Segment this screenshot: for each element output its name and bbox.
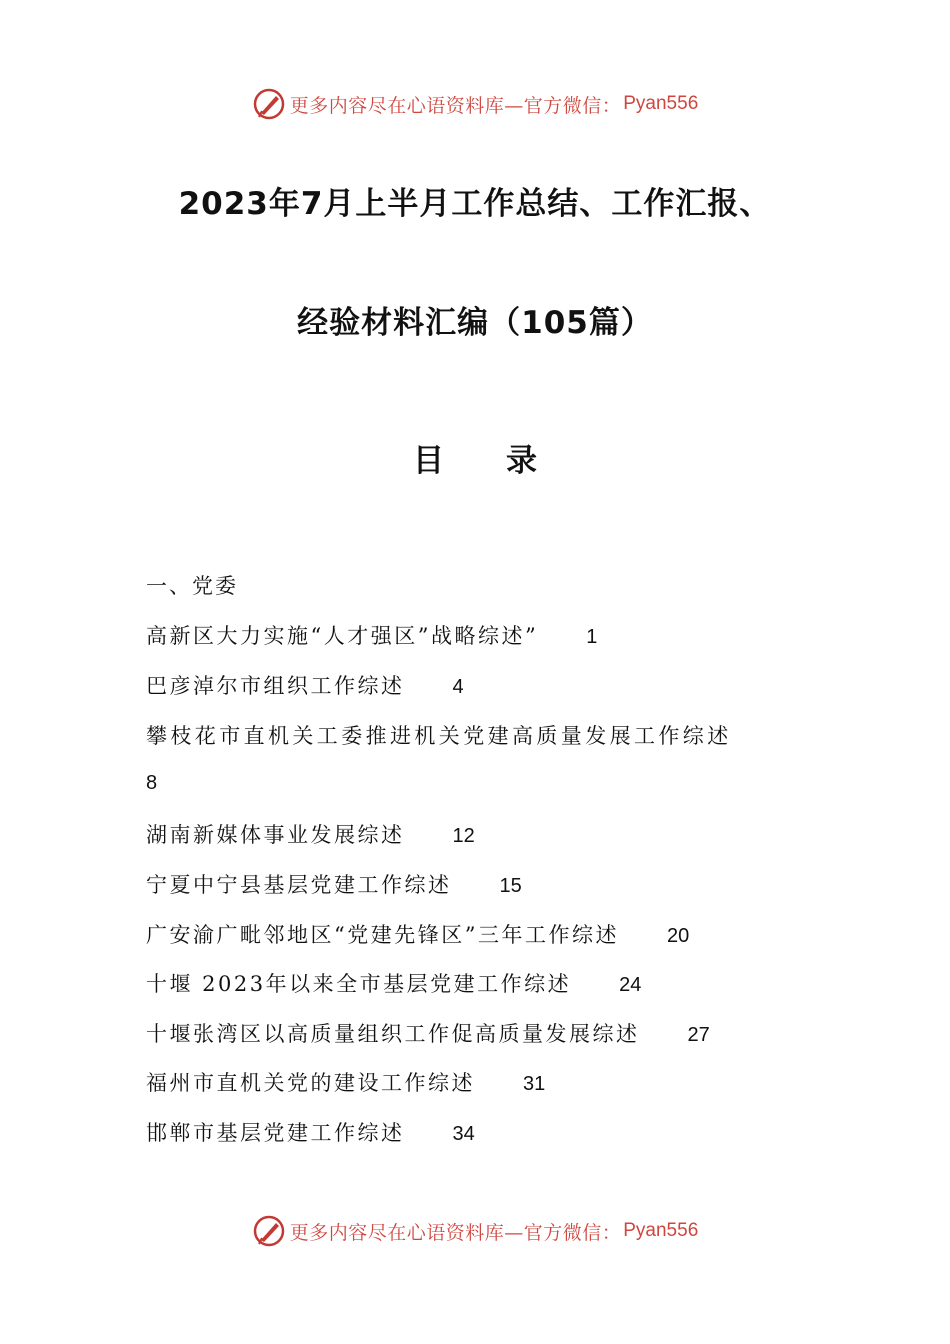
banner-wechat-handle: Pyan556 <box>623 1220 699 1241</box>
toc-entry[interactable] <box>146 819 475 849</box>
toc-entry-page-wrapped <box>146 770 157 795</box>
toc-entry-page: 34 <box>452 1123 475 1145</box>
toc-entry-title: 邯郸市基层党建工作综述 <box>146 1121 405 1145</box>
toc-entry-title: 宁夏中宁县基层党建工作综述 <box>146 873 452 897</box>
quill-pen-logo-icon <box>252 1214 286 1248</box>
toc-entry-page: 12 <box>452 825 475 847</box>
toc-entry-page: 31 <box>523 1073 546 1095</box>
toc-entry-page: 24 <box>619 974 642 996</box>
toc-entry-title: 十堰张湾区以高质量组织工作促高质量发展综述 <box>146 1022 640 1046</box>
toc-entry-title: 巴彦淖尔市组织工作综述 <box>146 674 405 698</box>
toc-entry-page: 8 <box>146 772 158 794</box>
toc-entry-title: 广安渝广毗邻地区“党建先锋区”三年工作综述 <box>146 923 619 947</box>
footer-watermark-banner <box>0 1211 950 1251</box>
toc-entry[interactable] <box>146 1018 710 1048</box>
toc-entry[interactable] <box>146 869 522 899</box>
toc-heading <box>0 435 950 480</box>
quill-pen-logo-icon <box>252 87 286 121</box>
toc-entry[interactable] <box>146 1117 475 1147</box>
toc-heading-right: 录 <box>506 443 537 479</box>
toc-entry-page: 4 <box>452 676 464 698</box>
banner-text: 更多内容尽在心语资料库—官方微信： <box>289 1221 622 1244</box>
toc-entry-title: 攀枝花市直机关工委推进机关党建高质量发展工作综述 <box>146 724 732 748</box>
toc-entry[interactable] <box>146 1067 545 1097</box>
toc-entry-page: 15 <box>499 875 522 897</box>
toc-entry-title: 高新区大力实施“人才强区”战略综述” <box>146 624 539 648</box>
toc-entry[interactable] <box>146 919 689 949</box>
toc-entry-title: 十堰 2023年以来全市基层党建工作综述 <box>146 972 572 996</box>
document-title-line-1: 2023年7月上半月工作总结、工作汇报、 <box>178 186 772 222</box>
toc-entry-page: 1 <box>586 626 598 648</box>
toc-entry[interactable] <box>146 620 597 650</box>
banner-text: 更多内容尽在心语资料库—官方微信： <box>289 94 622 117</box>
toc-heading-left: 目 <box>413 443 444 479</box>
toc-section-label: 一、党委 <box>146 574 238 598</box>
toc-entry-page: 27 <box>687 1024 710 1046</box>
toc-entry-title: 湖南新媒体事业发展综述 <box>146 823 405 847</box>
banner-wechat-handle: Pyan556 <box>623 93 699 114</box>
toc-entry[interactable] <box>146 720 732 750</box>
toc-entry[interactable] <box>146 670 464 700</box>
toc-entry[interactable] <box>146 968 641 998</box>
header-watermark-banner <box>0 84 950 124</box>
document-title-line-2: 经验材料汇编（105篇） <box>297 305 653 341</box>
toc-entry-title: 福州市直机关党的建设工作综述 <box>146 1071 475 1095</box>
toc-entry-page: 20 <box>666 925 690 947</box>
